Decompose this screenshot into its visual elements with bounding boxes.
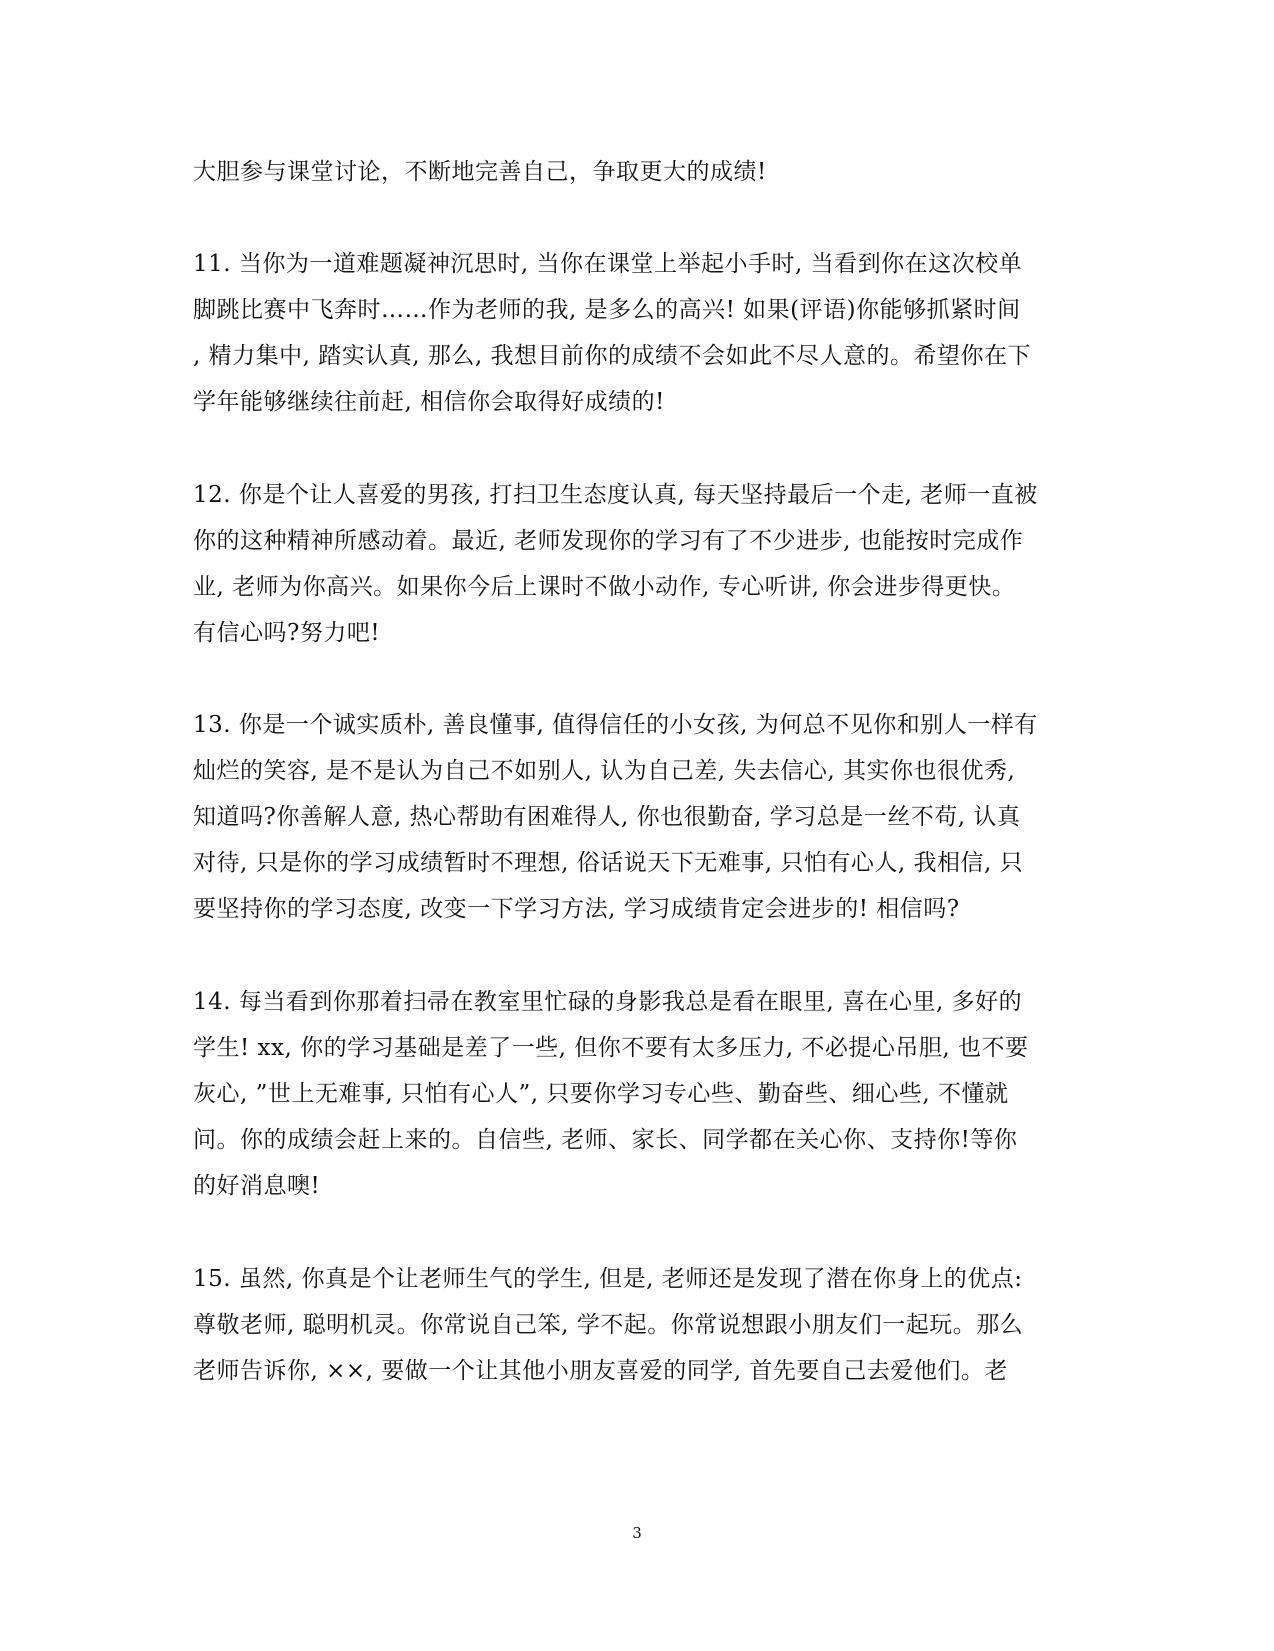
text-line: 15. 虽然, 你真是个让老师生气的学生, 但是, 老师还是发现了潜在你身上的优点: bbox=[193, 1266, 1023, 1292]
text-line: 的好消息噢! bbox=[193, 1173, 321, 1199]
text-line: 11. 当你为一道难题凝神沉思时, 当你在课堂上举起小手时, 当看到你在这次校单 bbox=[193, 251, 1023, 277]
text-line: 知道吗?你善解人意, 热心帮助有困难得人, 你也很勤奋, 学习总是一丝不苟, 认真 bbox=[193, 804, 1021, 830]
text-line: 尊敬老师, 聪明机灵。你常说自己笨, 学不起。你常说想跟小朋友们一起玩。那么 bbox=[193, 1312, 1024, 1338]
page-number: 3 bbox=[632, 1524, 642, 1542]
text-line: 灰心, ”世上无难事, 只怕有心人”, 只要你学习专心些、勤奋些、细心些, 不懂就 bbox=[193, 1081, 1009, 1107]
text-line: 问。你的成绩会赶上来的。自信些, 老师、家长、同学都在关心你、支持你!等你 bbox=[193, 1127, 1018, 1153]
text-line: 业, 老师为你高兴。如果你今后上课时不做小动作, 专心听讲, 你会进步得更快。 bbox=[193, 574, 1016, 600]
text-line: 你的这种精神所感动着。最近, 老师发现你的学习有了不少进步, 也能按时完成作 bbox=[193, 528, 1024, 554]
text-line: 老师告诉你, ××, 要做一个让其他小朋友喜爱的同学, 首先要自己去爱他们。老 bbox=[193, 1358, 1008, 1384]
text-line: 学年能够继续往前赶, 相信你会取得好成绩的! bbox=[193, 389, 665, 415]
text-line: 有信心吗?努力吧! bbox=[193, 620, 381, 646]
text-line: 13. 你是一个诚实质朴, 善良懂事, 值得信任的小女孩, 为何总不见你和别人一样有 bbox=[193, 712, 1038, 738]
text-line: 12. 你是个让人喜爱的男孩, 打扫卫生态度认真, 每天坚持最后一个走, 老师一直被 bbox=[193, 482, 1038, 508]
text-line: , 精力集中, 踏实认真, 那么, 我想目前你的成绩不会如此不尽人意的。希望你在下 bbox=[193, 343, 1031, 369]
text-line: 要坚持你的学习态度, 改变一下学习方法, 学习成绩肯定会进步的! 相信吗? bbox=[193, 896, 960, 922]
text-line: 大胆参与课堂讨论，不断地完善自己，争取更大的成绩! bbox=[193, 159, 767, 185]
text-line: 14. 每当看到你那着扫帚在教室里忙碌的身影我总是看在眼里, 喜在心里, 多好的 bbox=[193, 989, 1023, 1015]
text-line: 灿烂的笑容, 是不是认为自己不如别人, 认为自己差, 失去信心, 其实你也很优秀, bbox=[193, 758, 1016, 784]
text-line: 对待, 只是你的学习成绩暂时不理想, 俗话说天下无难事, 只怕有心人, 我相信, 只 bbox=[193, 850, 1024, 876]
text-line: 脚跳比赛中飞奔时……作为老师的我, 是多么的高兴! 如果(评语)你能够抓紧时间 bbox=[193, 297, 1021, 323]
text-line: 学生! xx, 你的学习基础是差了一些, 但你不要有太多压力, 不必提心吊胆, 也不要 bbox=[193, 1035, 1029, 1061]
